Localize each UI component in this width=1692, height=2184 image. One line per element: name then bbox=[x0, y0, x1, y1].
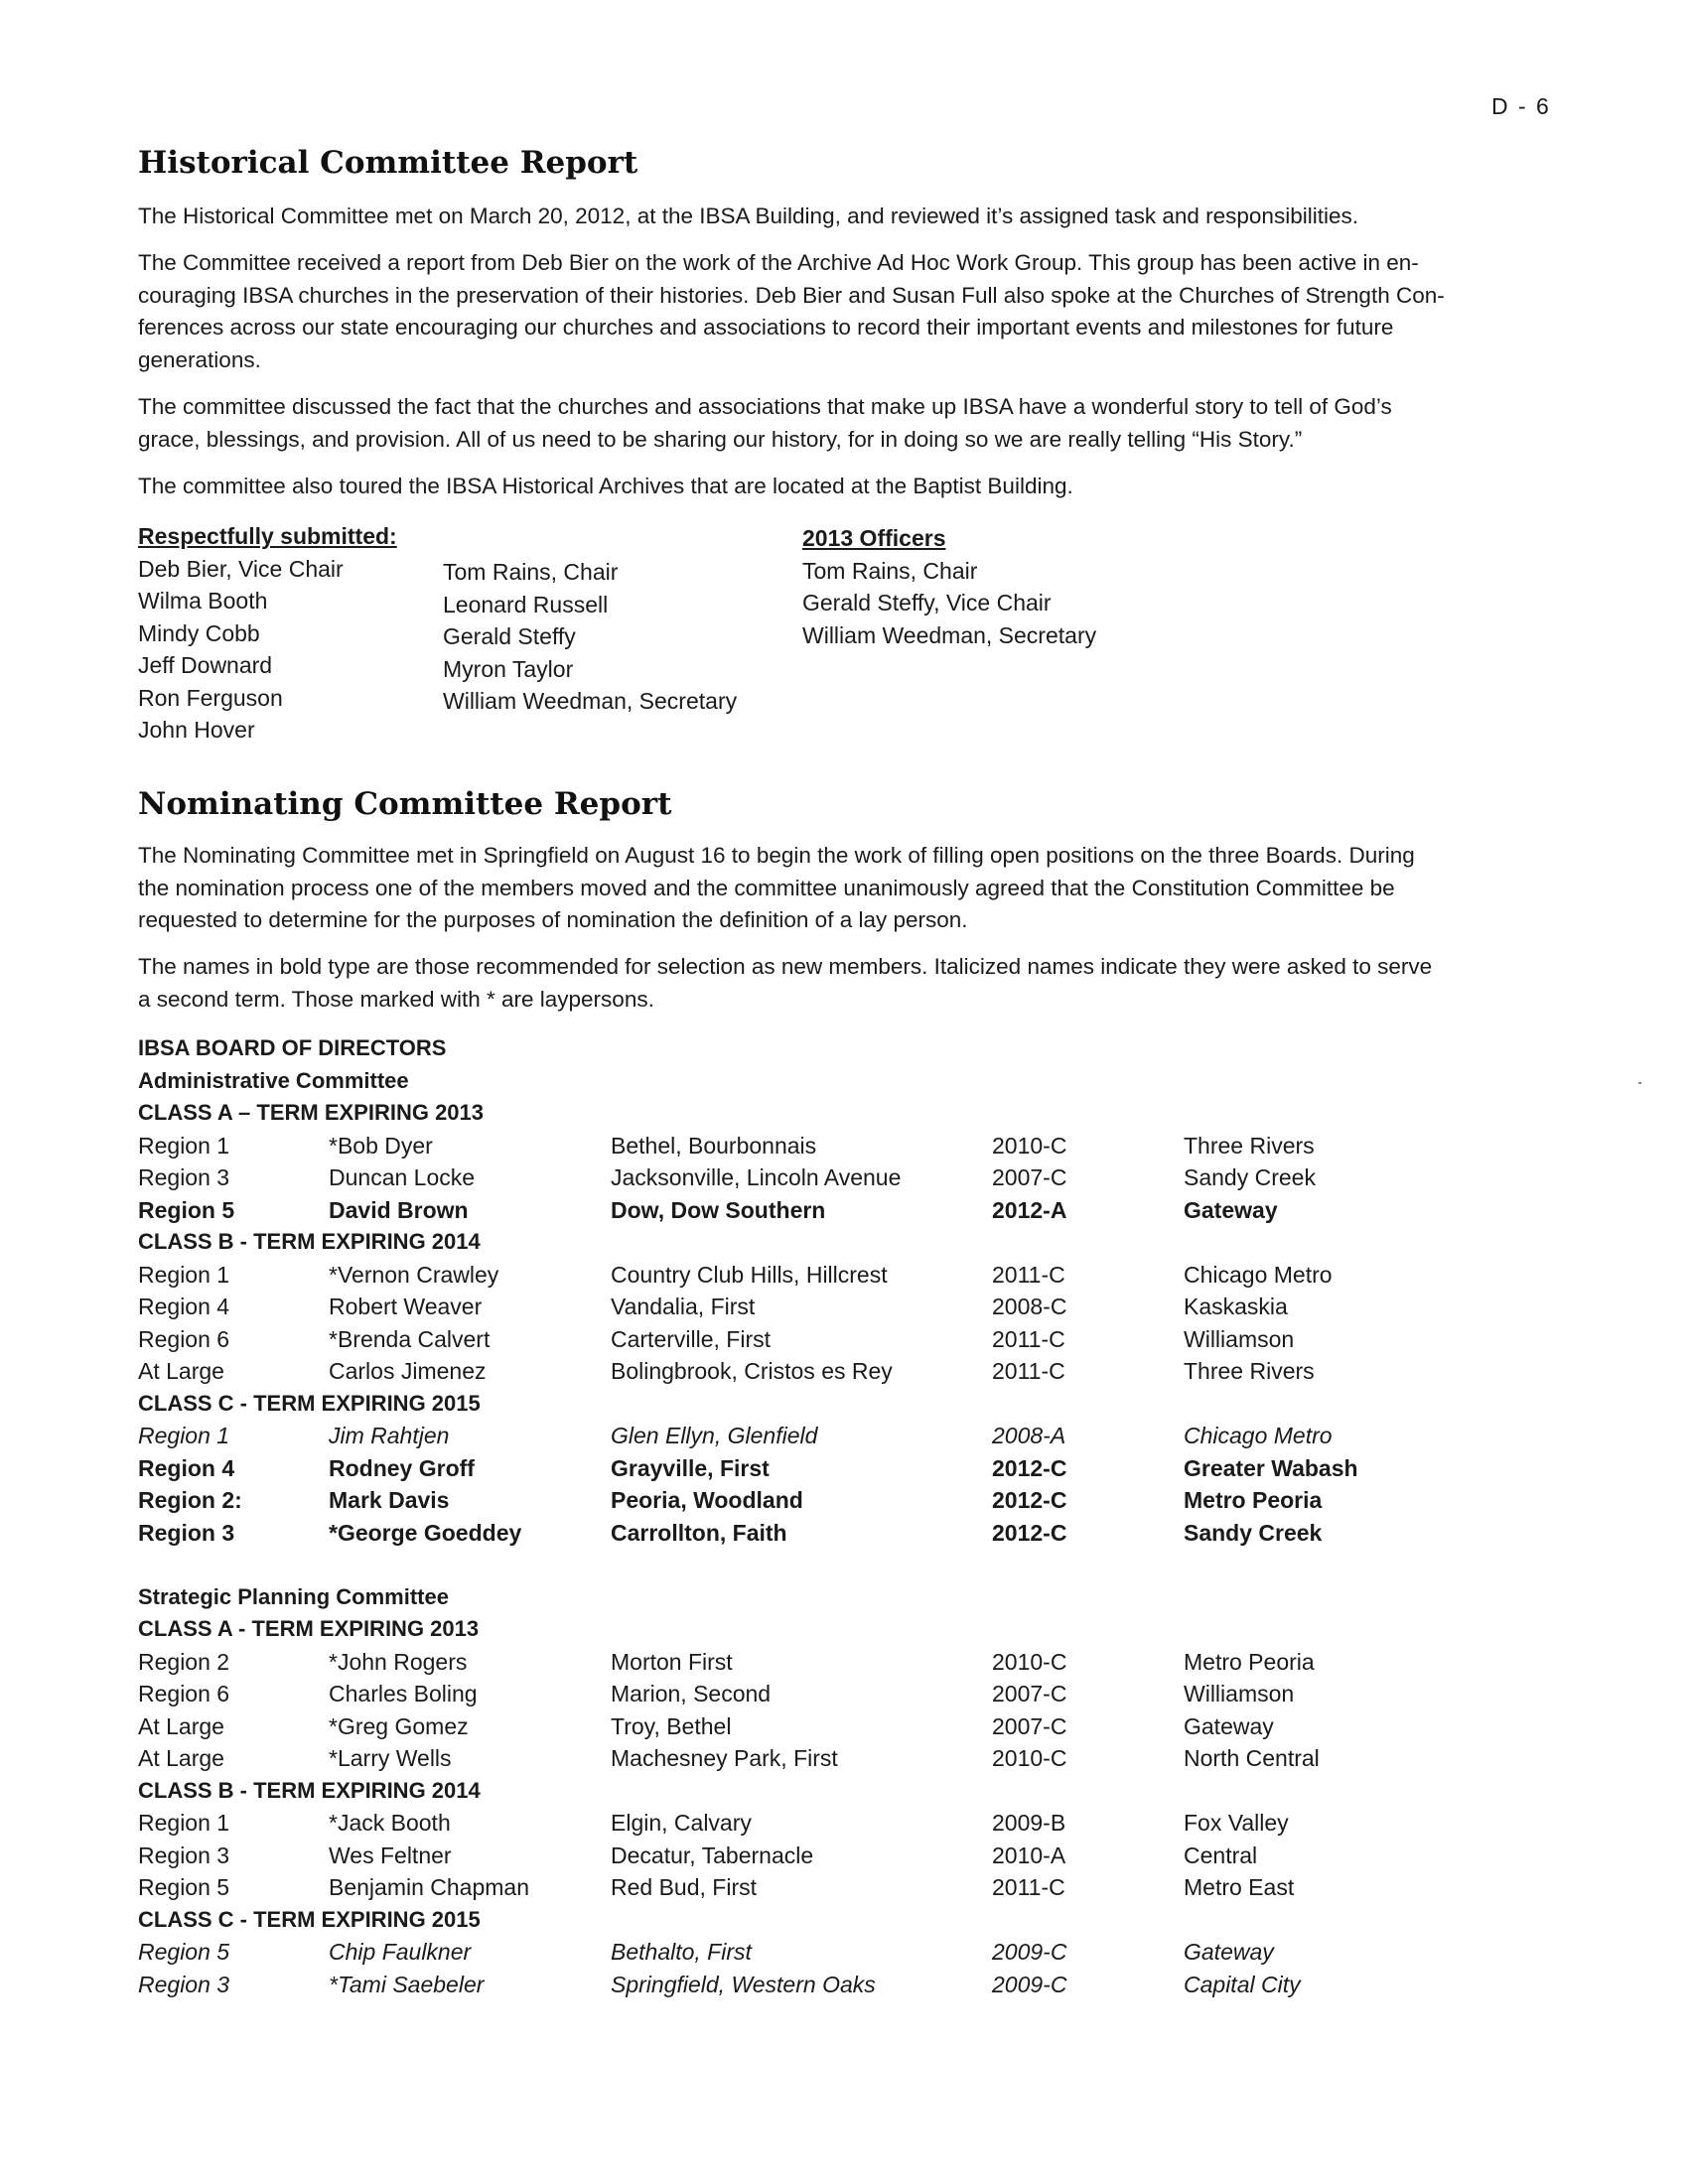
member-name: Tom Rains, Chair bbox=[443, 559, 619, 585]
church-cell: Vandalia, First bbox=[611, 1294, 756, 1319]
text-line: requested to determine for the purposes of nomination the definition of a lay person. bbox=[138, 907, 968, 932]
church-cell: Decatur, Tabernacle bbox=[611, 1842, 814, 1868]
table-row bbox=[138, 1678, 1608, 1710]
church-cell: Bolingbrook, Cristos es Rey bbox=[611, 1358, 893, 1384]
region-cell: Region 6 bbox=[138, 1681, 230, 1706]
association-cell: Metro East bbox=[1184, 1874, 1295, 1900]
church-cell: Troy, Bethel bbox=[611, 1712, 732, 1739]
table-row bbox=[138, 1291, 1608, 1323]
historical-paragraph-4 bbox=[138, 471, 1548, 503]
church-cell: Carrollton, Faith bbox=[611, 1519, 787, 1546]
text-line: The committee also toured the IBSA Historical Archives that are located at the Baptist Building. bbox=[138, 474, 1073, 498]
text-line: the nomination process one of the members moved and the committee unanimously agreed that the Constitution Committee be bbox=[138, 875, 1395, 900]
association-cell: Gateway bbox=[1184, 1196, 1278, 1223]
table-row bbox=[138, 1646, 1608, 1679]
region-cell: Region 5 bbox=[138, 1196, 235, 1223]
region-cell: Region 2: bbox=[138, 1487, 242, 1513]
church-cell: Carterville, First bbox=[611, 1325, 772, 1352]
association-cell: Central bbox=[1184, 1842, 1258, 1868]
table-row bbox=[138, 1807, 1608, 1840]
member-name: Leonard Russell bbox=[443, 591, 609, 617]
term-cell: 2011-C bbox=[992, 1874, 1065, 1900]
nominations-table bbox=[138, 1032, 1608, 2000]
member-name: Myron Taylor bbox=[443, 655, 574, 682]
association-cell: Williamson bbox=[1184, 1325, 1295, 1352]
region-cell: Region 3 bbox=[138, 1519, 235, 1546]
church-cell: Springfield, Western Oaks bbox=[611, 1971, 876, 1997]
region-cell: Region 4 bbox=[138, 1454, 235, 1481]
historical-paragraph-3 bbox=[138, 391, 1548, 456]
term-cell: 2011-C bbox=[992, 1261, 1065, 1288]
nominating-report-title: Nominating Committee Report bbox=[138, 786, 672, 822]
member-name: Gerald Steffy bbox=[443, 623, 576, 649]
nominee-cell: *John Rogers bbox=[329, 1648, 468, 1675]
nominee-cell: *Tami Saebeler bbox=[329, 1971, 485, 1997]
nominating-paragraph-2 bbox=[138, 951, 1548, 1016]
region-cell: Region 3 bbox=[138, 1164, 230, 1190]
term-cell: 2009-B bbox=[992, 1810, 1066, 1836]
church-cell: Dow, Dow Southern bbox=[611, 1196, 826, 1223]
nominee-cell: Carlos Jimenez bbox=[329, 1358, 487, 1384]
association-cell: Three Rivers bbox=[1184, 1132, 1315, 1159]
table-row bbox=[138, 1969, 1608, 2001]
region-cell: Region 6 bbox=[138, 1325, 230, 1352]
term-cell: 2007-C bbox=[992, 1712, 1067, 1739]
region-cell: At Large bbox=[138, 1358, 224, 1384]
association-cell: Fox Valley bbox=[1184, 1810, 1289, 1836]
term-cell: 2010-C bbox=[992, 1745, 1067, 1771]
member-name: Wilma Booth bbox=[138, 588, 268, 614]
term-cell: 2012-C bbox=[992, 1454, 1067, 1481]
table-row bbox=[138, 1936, 1608, 1969]
scan-speck bbox=[1638, 1082, 1641, 1084]
table-row bbox=[138, 1259, 1608, 1292]
table-row bbox=[138, 1710, 1608, 1743]
table-section-header: CLASS B - TERM EXPIRING 2014 bbox=[138, 1229, 481, 1254]
table-row bbox=[138, 1130, 1608, 1162]
member-name: Ron Ferguson bbox=[138, 684, 283, 711]
officer-name: William Weedman, Secretary bbox=[802, 621, 1097, 648]
member-name: Deb Bier, Vice Chair bbox=[138, 555, 344, 582]
term-cell: 2011-C bbox=[992, 1358, 1065, 1384]
region-cell: Region 3 bbox=[138, 1842, 230, 1868]
table-row bbox=[138, 1161, 1608, 1194]
text-line: The Historical Committee met on March 20, 2012, at the IBSA Building, and reviewed it’s assigned task and responsibilities. bbox=[138, 204, 1358, 228]
nominee-cell: David Brown bbox=[329, 1196, 469, 1223]
region-cell: Region 5 bbox=[138, 1874, 230, 1900]
nominee-cell: *Vernon Crawley bbox=[329, 1261, 499, 1288]
term-cell: 2009-C bbox=[992, 1971, 1067, 1997]
association-cell: Kaskaskia bbox=[1184, 1294, 1288, 1319]
region-cell: At Large bbox=[138, 1712, 224, 1739]
nominee-cell: *George Goeddey bbox=[329, 1519, 522, 1546]
church-cell: Morton First bbox=[611, 1648, 733, 1675]
member-name: William Weedman, Secretary bbox=[443, 688, 738, 714]
church-cell: Grayville, First bbox=[611, 1454, 770, 1481]
region-cell: Region 1 bbox=[138, 1810, 230, 1836]
church-cell: Country Club Hills, Hillcrest bbox=[611, 1261, 888, 1288]
text-line: generations. bbox=[138, 346, 261, 372]
historical-paragraph-2 bbox=[138, 247, 1548, 376]
table-section-header: CLASS C - TERM EXPIRING 2015 bbox=[138, 1906, 481, 1932]
nominee-cell: *Greg Gomez bbox=[329, 1712, 469, 1739]
church-cell: Machesney Park, First bbox=[611, 1745, 838, 1771]
text-line: grace, blessings, and provision. All of us need to be sharing our history, for in doing so we are really telling “His Story.” bbox=[138, 426, 1303, 452]
association-cell: Gateway bbox=[1184, 1939, 1274, 1965]
nominee-cell: Jim Rahtjen bbox=[329, 1423, 450, 1448]
nominee-cell: *Brenda Calvert bbox=[329, 1325, 491, 1352]
church-cell: Glen Ellyn, Glenfield bbox=[611, 1423, 818, 1448]
church-cell: Red Bud, First bbox=[611, 1874, 757, 1900]
submitted-list-col2 bbox=[443, 556, 737, 718]
church-cell: Marion, Second bbox=[611, 1681, 772, 1706]
term-cell: 2012-C bbox=[992, 1487, 1067, 1513]
term-cell: 2008-C bbox=[992, 1294, 1067, 1319]
historical-report-title: Historical Committee Report bbox=[138, 145, 638, 181]
nominee-cell: Wes Feltner bbox=[329, 1842, 452, 1868]
church-cell: Bethalto, First bbox=[611, 1939, 752, 1965]
member-name: John Hover bbox=[138, 717, 255, 743]
region-cell: Region 2 bbox=[138, 1648, 230, 1675]
nominee-cell: Rodney Groff bbox=[329, 1454, 475, 1481]
text-line: The Committee received a report from Deb Bier on the work of the Archive Ad Hoc Work Group. This group has been active in en- bbox=[138, 250, 1419, 275]
term-cell: 2010-C bbox=[992, 1648, 1067, 1675]
nominee-cell: *Jack Booth bbox=[329, 1810, 451, 1836]
table-row bbox=[138, 1420, 1608, 1452]
table-section-header: Strategic Planning Committee bbox=[138, 1583, 449, 1609]
table-row bbox=[138, 1840, 1608, 1872]
officers-list bbox=[802, 522, 1096, 651]
church-cell: Jacksonville, Lincoln Avenue bbox=[611, 1164, 902, 1190]
nominee-cell: Duncan Locke bbox=[329, 1164, 476, 1190]
table-section-header: CLASS B - TERM EXPIRING 2014 bbox=[138, 1777, 481, 1803]
submitted-heading: Respectfully submitted: bbox=[138, 523, 397, 549]
association-cell: Greater Wabash bbox=[1184, 1454, 1358, 1481]
association-cell: Three Rivers bbox=[1184, 1358, 1315, 1384]
association-cell: Sandy Creek bbox=[1184, 1519, 1323, 1546]
region-cell: Region 5 bbox=[138, 1939, 230, 1965]
region-cell: At Large bbox=[138, 1745, 224, 1771]
term-cell: 2012-A bbox=[992, 1196, 1067, 1223]
table-row bbox=[138, 1452, 1608, 1485]
church-cell: Elgin, Calvary bbox=[611, 1810, 752, 1836]
officer-name: Tom Rains, Chair bbox=[802, 557, 978, 584]
table-section-header: CLASS C - TERM EXPIRING 2015 bbox=[138, 1390, 481, 1416]
association-cell: North Central bbox=[1184, 1745, 1320, 1771]
text-line: a second term. Those marked with * are laypersons. bbox=[138, 986, 654, 1012]
term-cell: 2008-A bbox=[992, 1423, 1066, 1448]
nominee-cell: Chip Faulkner bbox=[329, 1939, 472, 1965]
term-cell: 2010-A bbox=[992, 1842, 1066, 1868]
table-section-header: IBSA BOARD OF DIRECTORS bbox=[138, 1035, 447, 1060]
term-cell: 2011-C bbox=[992, 1325, 1065, 1352]
table-row bbox=[138, 1194, 1608, 1227]
member-name: Mindy Cobb bbox=[138, 619, 260, 646]
term-cell: 2009-C bbox=[992, 1939, 1067, 1965]
church-cell: Bethel, Bourbonnais bbox=[611, 1132, 817, 1159]
officer-name: Gerald Steffy, Vice Chair bbox=[802, 590, 1052, 615]
table-section-header: CLASS A – TERM EXPIRING 2013 bbox=[138, 1100, 485, 1125]
association-cell: Capital City bbox=[1184, 1971, 1301, 1997]
nominee-cell: Mark Davis bbox=[329, 1487, 450, 1513]
term-cell: 2007-C bbox=[992, 1681, 1067, 1706]
submitted-list-col1 bbox=[138, 520, 397, 747]
officers-heading: 2013 Officers bbox=[802, 525, 946, 551]
association-cell: Williamson bbox=[1184, 1681, 1295, 1706]
region-cell: Region 1 bbox=[138, 1423, 230, 1448]
association-cell: Chicago Metro bbox=[1184, 1261, 1333, 1288]
text-line: The Nominating Committee met in Springfield on August 16 to begin the work of filling open positions on the three Boards. During bbox=[138, 843, 1415, 868]
table-spacer bbox=[138, 1549, 1608, 1581]
table-row bbox=[138, 1517, 1608, 1550]
association-cell: Metro Peoria bbox=[1184, 1487, 1323, 1513]
table-row bbox=[138, 1871, 1608, 1904]
table-row bbox=[138, 1355, 1608, 1388]
region-cell: Region 3 bbox=[138, 1971, 230, 1997]
association-cell: Gateway bbox=[1184, 1712, 1274, 1739]
nominee-cell: Robert Weaver bbox=[329, 1294, 483, 1319]
nominee-cell: *Larry Wells bbox=[329, 1745, 452, 1771]
nominating-paragraph-1 bbox=[138, 840, 1548, 937]
term-cell: 2007-C bbox=[992, 1164, 1067, 1190]
nominee-cell: *Bob Dyer bbox=[329, 1132, 433, 1159]
association-cell: Metro Peoria bbox=[1184, 1648, 1315, 1675]
text-line: couraging IBSA churches in the preservation of their histories. Deb Bier and Susan Full also spoke at the Churches of Strength Con- bbox=[138, 282, 1445, 308]
table-row bbox=[138, 1484, 1608, 1517]
region-cell: Region 1 bbox=[138, 1261, 230, 1288]
table-row bbox=[138, 1742, 1608, 1775]
historical-paragraph-1 bbox=[138, 201, 1548, 233]
term-cell: 2010-C bbox=[992, 1132, 1067, 1159]
term-cell: 2012-C bbox=[992, 1519, 1067, 1546]
region-cell: Region 1 bbox=[138, 1132, 230, 1159]
nominee-cell: Benjamin Chapman bbox=[329, 1874, 530, 1900]
table-section-header: CLASS A - TERM EXPIRING 2013 bbox=[138, 1616, 480, 1641]
association-cell: Chicago Metro bbox=[1184, 1423, 1333, 1448]
text-line: The names in bold type are those recommended for selection as new members. Italicized names indicate they were asked to serve bbox=[138, 954, 1433, 979]
text-line: ferences across our state encouraging our churches and associations to record their important events and milestones for future bbox=[138, 315, 1394, 340]
association-cell: Sandy Creek bbox=[1184, 1164, 1316, 1190]
region-cell: Region 4 bbox=[138, 1294, 230, 1319]
page-number: D - 6 bbox=[1491, 93, 1551, 119]
table-section-header: Administrative Committee bbox=[138, 1067, 409, 1093]
text-line: The committee discussed the fact that the churches and associations that make up IBSA have a wonderful story to tell of God’s bbox=[138, 394, 1392, 419]
nominee-cell: Charles Boling bbox=[329, 1681, 478, 1706]
table-row bbox=[138, 1323, 1608, 1356]
church-cell: Peoria, Woodland bbox=[611, 1487, 803, 1513]
member-name: Jeff Downard bbox=[138, 652, 273, 678]
